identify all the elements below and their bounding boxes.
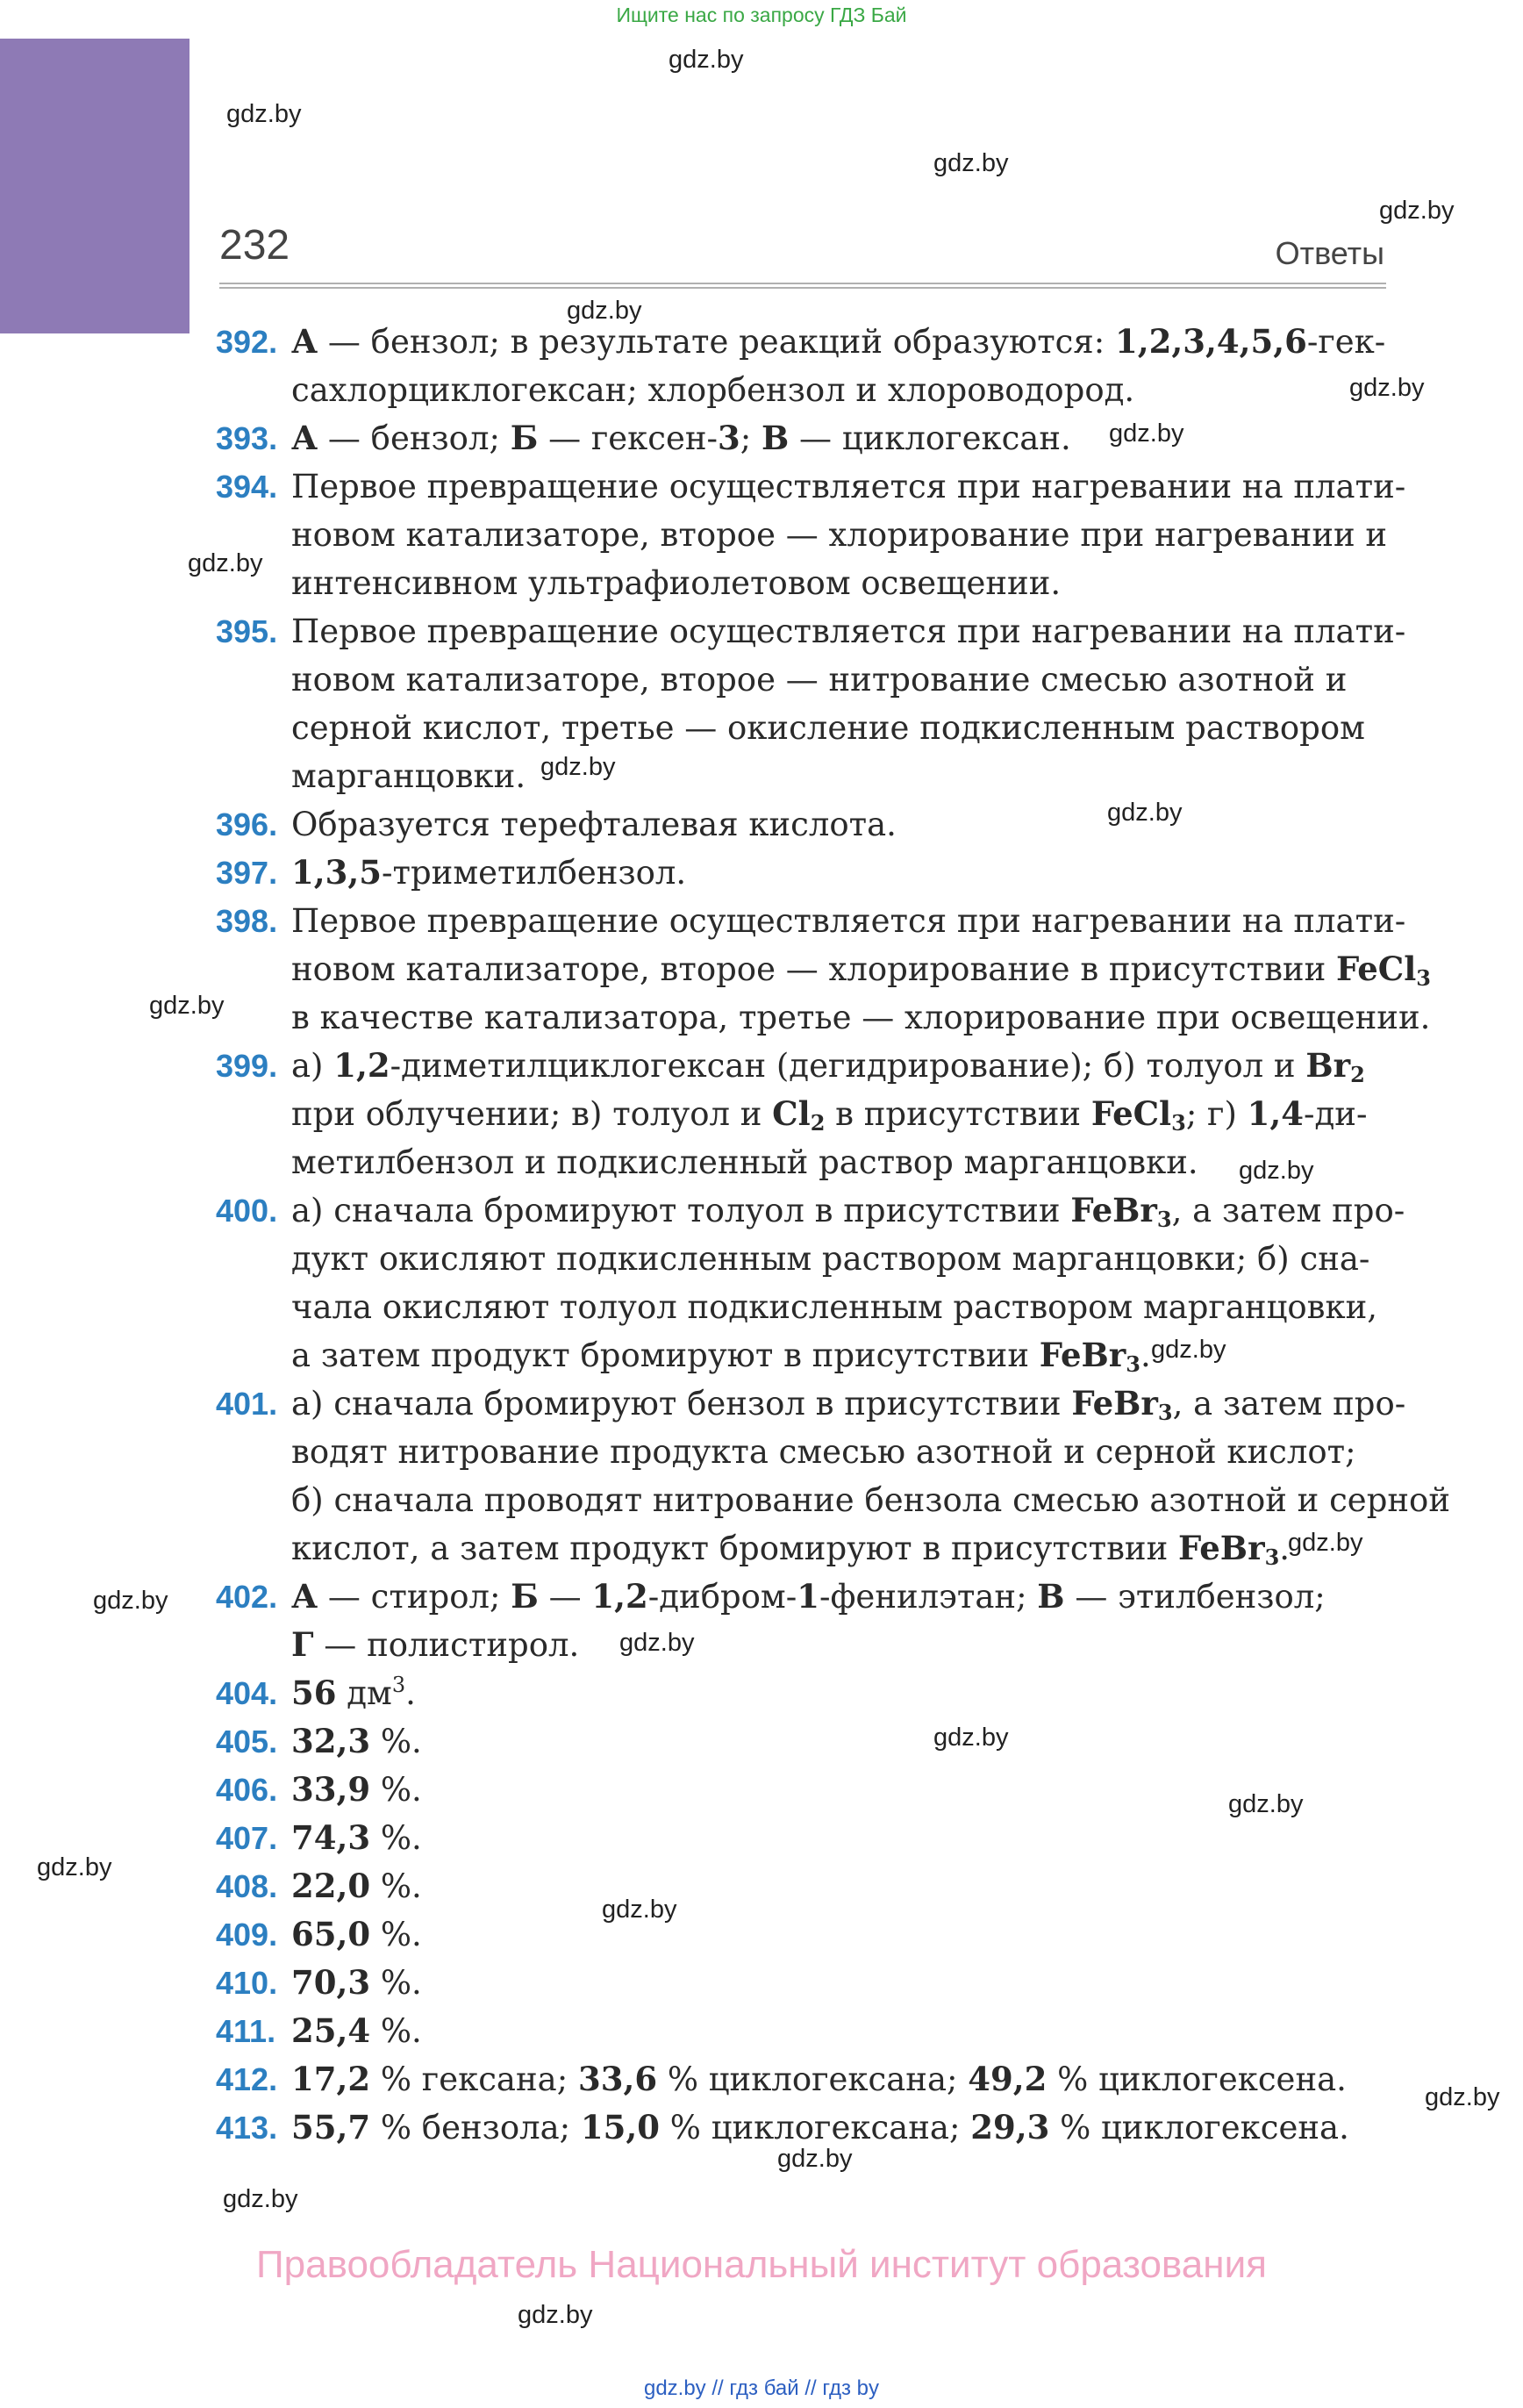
answer-line: а) сначала бромируют бензол в присутствии FeBr$_3$, а затем про-: [291, 1384, 1406, 1425]
answer-text: [291, 318, 1386, 414]
answer-line: 74,3 %.: [291, 1818, 422, 1857]
answer-line: водят нитрование продукта смесью азотной и серной кислот;: [291, 1433, 1356, 1471]
answer-line: 22,0 %.: [291, 1867, 422, 1905]
answer-line: 55,7 % бензола; 15,0 % циклогексана; 29,3 % циклогексена.: [291, 2108, 1349, 2146]
answer-number: 398.: [216, 903, 278, 939]
answer-text: [291, 1669, 1386, 1717]
watermark: gdz.by: [1151, 1336, 1226, 1364]
answer-item: [216, 1573, 1386, 1669]
watermark: gdz.by: [1107, 799, 1183, 827]
answer-item: [216, 1669, 1386, 1717]
answer-text: [291, 1814, 1386, 1862]
answer-line: сахлорциклогексан; хлорбензол и хлороводород.: [291, 371, 1135, 409]
answer-line: 56 $дм^3$.: [291, 1673, 416, 1712]
answer-number: 392.: [216, 324, 278, 360]
answer-line: 33,9 %.: [291, 1770, 422, 1809]
answer-number: 410.: [216, 1965, 278, 2001]
watermark: gdz.by: [518, 2301, 593, 2329]
answer-item: [216, 800, 1386, 849]
answer-line: при облучении; в) толуол и $Cl_2$ в присутствии FeCl$_3$; г) 1,4-ди-: [291, 1094, 1368, 1136]
answer-line: 70,3 %.: [291, 1963, 422, 2002]
answer-text: [291, 1717, 1386, 1766]
watermark: gdz.by: [1228, 1790, 1304, 1818]
watermark: gdz.by: [619, 1629, 695, 1657]
answer-number: 397.: [216, 855, 278, 891]
answer-line: Первое превращение осуществляется при нагревании на плати-: [291, 468, 1406, 505]
answer-line: Первое превращение осуществляется при нагревании на плати-: [291, 613, 1406, 650]
answer-line: 32,3 %.: [291, 1722, 422, 1760]
answer-line: интенсивном ультрафиолетовом освещении.: [291, 564, 1062, 602]
answer-line: а) 1,2-диметилциклогексан (дегидрирование); б) толуол и $Br_2$: [291, 1046, 1365, 1087]
top-banner[interactable]: Ищите нас по запросу ГДЗ Бай: [616, 4, 907, 26]
answer-line: Г — полистирол.: [291, 1625, 580, 1664]
watermark: gdz.by: [669, 46, 744, 74]
answer-text: [291, 1380, 1450, 1573]
answer-text: [291, 414, 1386, 462]
copyright-notice: Правообладатель Национальный институт образования: [256, 2243, 1267, 2286]
answer-item: [216, 2103, 1386, 2152]
watermark: gdz.by: [1379, 197, 1455, 225]
watermark: gdz.by: [1239, 1157, 1314, 1185]
bottom-links[interactable]: gdz.by // гдз бай // гдз by: [643, 2376, 880, 2400]
page-number: 232: [219, 222, 290, 269]
answer-number: 412.: [216, 2061, 278, 2097]
answer-line: новом катализаторе, второе — нитрование смесью азотной и: [291, 661, 1348, 699]
answer-number: 413.: [216, 2110, 278, 2146]
answer-text: [291, 849, 1386, 897]
answer-number: 409.: [216, 1917, 278, 1953]
answer-item: [216, 1959, 1386, 2007]
answer-item: [216, 1910, 1386, 1959]
answer-item: [216, 1042, 1386, 1186]
watermark: gdz.by: [1109, 419, 1184, 448]
purple-corner-block: [0, 39, 189, 333]
answer-text: [291, 1766, 1386, 1814]
watermark: gdz.by: [1288, 1529, 1363, 1557]
answer-line: кислот, а затем продукт бромируют в присутствии FeBr$_3$.: [291, 1529, 1291, 1570]
answer-line: А — стирол; Б — 1,2-дибром-1-фенилэтан; В — этилбензол;: [291, 1577, 1326, 1616]
answer-line: марганцовки.: [291, 757, 526, 795]
answer-number: 402.: [216, 1579, 278, 1615]
answer-number: 407.: [216, 1820, 278, 1856]
answer-item: [216, 1814, 1386, 1862]
watermark: gdz.by: [223, 2185, 298, 2213]
answer-number: 394.: [216, 469, 278, 505]
watermark: gdz.by: [933, 1724, 1009, 1752]
answer-line: чала окисляют толуол подкисленным раствором марганцовки,: [291, 1288, 1378, 1326]
answer-line: а затем продукт бромируют в присутствии FeBr$_3$.: [291, 1336, 1151, 1377]
answer-number: 411.: [216, 2013, 276, 2049]
answer-item: [216, 2055, 1386, 2103]
answer-line: А — бензол; Б — гексен-3; В — циклогексан.: [291, 419, 1071, 457]
header-rule: [219, 283, 1386, 289]
answer-line: дукт окисляют подкисленным раствором марганцовки; б) сна-: [291, 1240, 1370, 1278]
answer-text: [291, 1573, 1386, 1669]
answer-text: [291, 897, 1431, 1042]
watermark: gdz.by: [1425, 2083, 1500, 2111]
answer-text: [291, 1186, 1405, 1380]
answer-line: а) сначала бромируют толуол в присутствии FeBr$_3$, а затем про-: [291, 1191, 1405, 1232]
answer-number: 404.: [216, 1675, 278, 1711]
answer-number: 406.: [216, 1772, 278, 1808]
answer-number: 399.: [216, 1048, 278, 1084]
answer-text: [291, 1910, 1386, 1959]
answer-item: [216, 849, 1386, 897]
answer-line: б) сначала проводят нитрование бензола смесью азотной и серной: [291, 1481, 1450, 1519]
section-title: Ответы: [1275, 235, 1384, 271]
watermark: gdz.by: [1349, 374, 1425, 402]
answer-line: 65,0 %.: [291, 1915, 422, 1953]
answer-text: [291, 1959, 1386, 2007]
watermark: gdz.by: [37, 1853, 112, 1881]
answer-line: метилбензол и подкисленный раствор марганцовки.: [291, 1143, 1198, 1181]
watermark: gdz.by: [226, 100, 302, 128]
answer-item: [216, 1862, 1386, 1910]
watermark: gdz.by: [567, 297, 642, 325]
answer-line: 25,4 %.: [291, 2011, 422, 2050]
answer-line: серной кислот, третье — окисление подкисленным раствором: [291, 709, 1365, 747]
answer-line: 17,2 % гексана; 33,6 % циклогексана; 49,2 % циклогексена.: [291, 2060, 1347, 2098]
answer-number: 393.: [216, 420, 278, 456]
answer-text: [291, 462, 1405, 607]
watermark: gdz.by: [602, 1896, 677, 1924]
answer-number: 396.: [216, 806, 278, 842]
answer-item: [216, 1766, 1386, 1814]
answer-line: 1,3,5-триметилбензол.: [291, 853, 687, 892]
answer-text: [291, 2103, 1386, 2152]
answer-text: [291, 2007, 1386, 2055]
watermark: gdz.by: [188, 549, 263, 577]
answer-item: [216, 2007, 1386, 2055]
watermark: gdz.by: [149, 992, 225, 1020]
answer-line: Первое превращение осуществляется при нагревании на плати-: [291, 902, 1406, 940]
answer-item: [216, 897, 1431, 1042]
answer-item: [216, 462, 1406, 607]
answer-line: в качестве катализатора, третье — хлорирование при освещении.: [291, 999, 1431, 1036]
answer-number: 401.: [216, 1386, 278, 1422]
answer-text: [291, 2055, 1386, 2103]
watermark: gdz.by: [540, 753, 616, 781]
answer-text: [291, 1042, 1386, 1186]
answer-number: 400.: [216, 1193, 278, 1229]
answer-text: [291, 607, 1405, 800]
watermark: gdz.by: [933, 149, 1009, 177]
answer-item: [216, 1186, 1405, 1380]
answer-line: Образуется терефталевая кислота.: [291, 806, 897, 843]
answer-number: 408.: [216, 1868, 278, 1904]
watermark: gdz.by: [93, 1587, 168, 1615]
answer-item: [216, 318, 1386, 414]
answer-text: [291, 1862, 1386, 1910]
answer-line: А — бензол; в результате реакций образуются: 1,2,3,4,5,6-гек-: [291, 322, 1386, 361]
answer-number: 405.: [216, 1724, 278, 1759]
answer-item: [216, 414, 1386, 462]
answer-item: [216, 1380, 1450, 1573]
answer-line: новом катализаторе, второе — хлорирование в присутствии FeCl$_3$: [291, 950, 1431, 991]
watermark: gdz.by: [777, 2145, 853, 2173]
answer-item: [216, 1717, 1386, 1766]
answer-text: [291, 800, 1386, 849]
answer-number: 395.: [216, 613, 278, 649]
answer-line: новом катализаторе, второе — хлорирование при нагревании и: [291, 516, 1388, 554]
answer-item: [216, 607, 1406, 800]
